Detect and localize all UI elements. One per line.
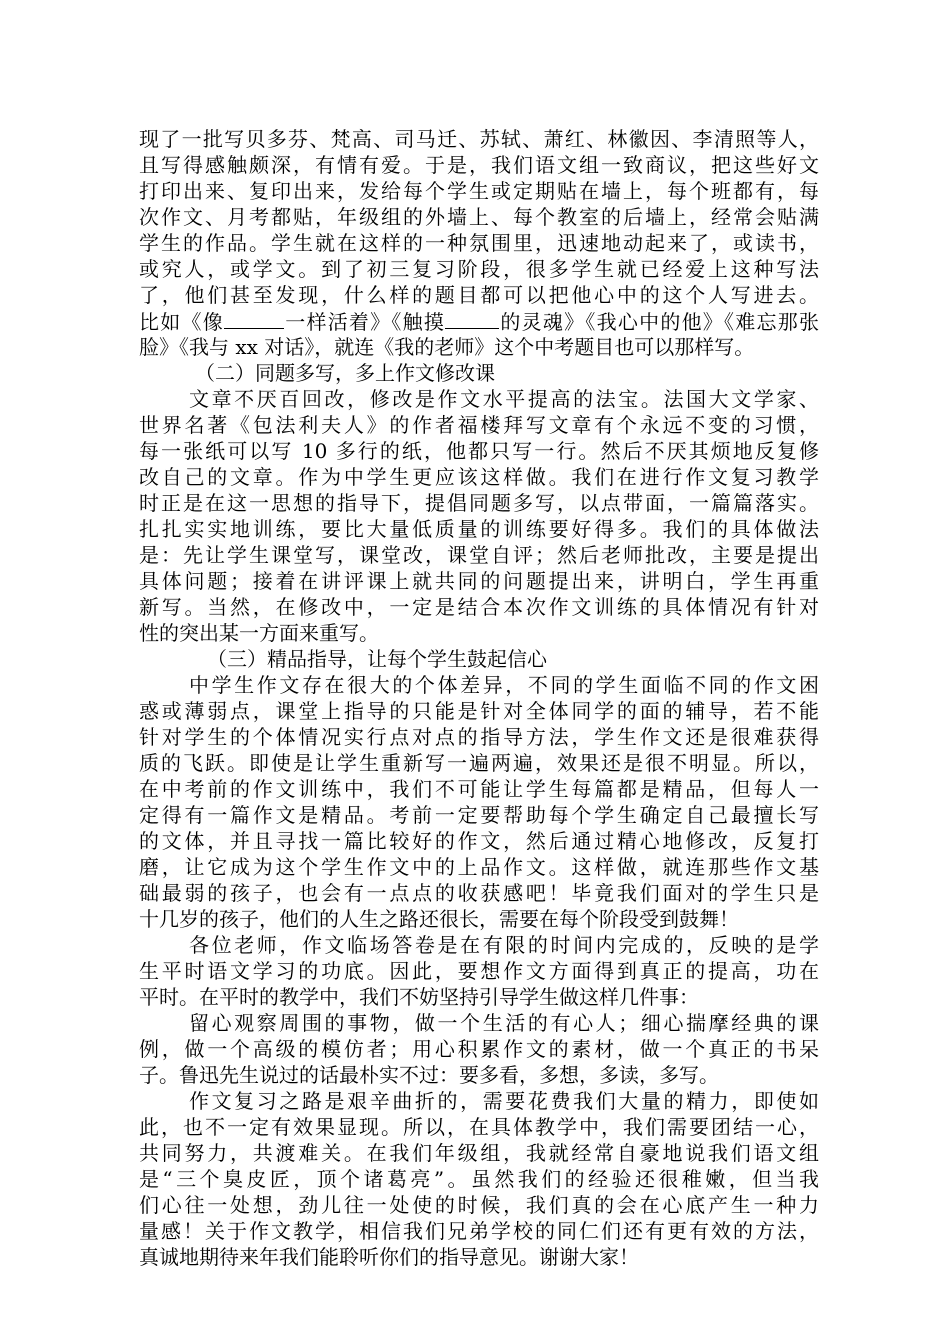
section-heading-3: （三）精品指导，让每个学生鼓起信心 xyxy=(207,647,547,671)
text-line: 定得有一篇作文是精品。考前一定要帮助每个学生确定自己最擅长写 xyxy=(139,803,819,827)
text-line: 扎扎实实地训练，要比大量低质量的训练要好得多。我们的具体做法 xyxy=(139,517,819,541)
text-line: 现了一批写贝多芬、梵高、司马迁、苏轼、萧红、林徽因、李清照等人， xyxy=(139,127,819,151)
text-line: 文章不厌百回改，修改是作文水平提高的法宝。法国大文学家、 xyxy=(189,387,819,411)
text-line: 是“三个臭皮匠，顶个诸葛亮”。虽然我们的经验还很稚嫩，但当我 xyxy=(139,1167,819,1191)
fill-blank xyxy=(224,308,284,329)
text-line: 留心观察周围的事物，做一个生活的有心人；细心揣摩经典的课 xyxy=(189,1011,819,1035)
text-line: 打印出来、复印出来，发给每个学生或定期贴在墙上，每个班都有，每 xyxy=(139,179,819,203)
text-line: 世界名著《包法利夫人》的作者福楼拜写文章有个永远不变的习惯， xyxy=(139,413,819,437)
text-line: 了，他们甚至发现，什么样的题目都可以把他心中的这个人写进去。 xyxy=(139,283,819,307)
text-line: 新写。当然，在修改中，一定是结合本次作文训练的具体情况有针对 xyxy=(139,595,819,619)
text-line: 共同努力，共渡难关。在我们年级组，我就经常自豪地说我们语文组 xyxy=(139,1141,819,1165)
text-line: 们心往一处想，劲儿往一处使的时候，我们真的会在心底产生一种力 xyxy=(139,1193,819,1217)
text-line: 时正是在这一思想的指导下，提倡同题多写，以点带面，一篇篇落实。 xyxy=(139,491,819,515)
paragraph-4 xyxy=(139,932,819,1010)
text-line: 量感！关于作文教学，相信我们兄弟学校的同仁们还有更有效的方法， xyxy=(139,1219,819,1243)
text-line: 或究人，或学文。到了初三复习阶段，很多学生就已经爱上这种写法 xyxy=(139,257,819,281)
text-line: 次作文、月考都贴，年级组的外墙上、每个教室的后墙上，经常会贴满 xyxy=(139,205,819,229)
section-heading-2: （二）同题多写，多上作文修改课 xyxy=(195,361,495,385)
paragraph-1 xyxy=(139,126,819,360)
text-line: 是：先让学生课堂写，课堂改，课堂自评；然后老师批改，主要是提出 xyxy=(139,543,819,567)
text-line: 础最弱的孩子，也会有一点点的收获感吧！毕竟我们面对的学生只是 xyxy=(139,881,819,905)
text-line: 针对学生的个体情况实行点对点的指导方法，学生作文还是很难获得 xyxy=(139,725,819,749)
text-line: 真诚地期待来年我们能聆听你们的指导意见。谢谢大家！ xyxy=(139,1245,639,1269)
text-line: 磨，让它成为这个学生作文中的上品作文。这样做，就连那些作文基 xyxy=(139,855,819,879)
text-line: 具体问题；接着在讲评课上就共同的问题提出来，讲明白，学生再重 xyxy=(139,569,819,593)
text-line: 十几岁的孩子，他们的人生之路还很长，需要在每个阶段受到鼓舞！ xyxy=(139,907,739,931)
text-line: 质的飞跃。即使是让学生重新写一遍两遍，效果还是很不明显。所以， xyxy=(139,751,819,775)
text-line: 惑或薄弱点，课堂上指导的只能是针对全体同学的面的辅导，若不能 xyxy=(139,699,819,723)
text-line: 脸》《我与 xx 对话》，就连《我的老师》这个中考题目也可以那样写。 xyxy=(139,335,755,359)
text-line: 的文体，并且寻找一篇比较好的作文，然后通过精心地修改，反复打 xyxy=(139,829,819,853)
text-line: 此，也不一定有效果显现。所以，在具体教学中，我们需要团结一心， xyxy=(139,1115,819,1139)
text-line: 子。鲁迅先生说过的话最朴实不过：要多看，多想，多读，多写。 xyxy=(139,1063,719,1087)
paragraph-5 xyxy=(139,1010,819,1088)
text-line: 生平时语文学习的功底。因此，要想作文方面得到真正的提高，功在 xyxy=(139,959,819,983)
text-line: 每一张纸可以写 10 多行的纸，他都只写一行。然后不厌其烦地反复修 xyxy=(139,439,819,463)
text-fragment: 一样活着》《触摸 xyxy=(283,310,446,334)
text-line: 学生的作品。学生就在这样的一种氛围里，迅速地动起来了，或读书， xyxy=(139,231,819,255)
text-line: 平时。在平时的教学中，我们不妨坚持引导学生做这样几件事： xyxy=(139,985,699,1009)
paragraph-3 xyxy=(139,672,819,932)
text-line: 且写得感触颇深，有情有爱。于是，我们语文组一致商议，把这些好文 xyxy=(139,153,819,177)
text-fragment: 比如《像 xyxy=(139,310,224,334)
text-line: 各位老师，作文临场答卷是在有限的时间内完成的，反映的是学 xyxy=(189,933,819,957)
text-line: 改自己的文章。作为中学生更应该这样做。我们在进行作文复习教学 xyxy=(139,465,819,489)
paragraph-2 xyxy=(139,386,819,646)
text-line: 中学生作文存在很大的个体差异，不同的学生面临不同的作文困 xyxy=(189,673,819,697)
text-line: 在中考前的作文训练中，我们不可能让学生每篇都是精品，但每人一 xyxy=(139,777,819,801)
text-line: 作文复习之路是艰辛曲折的，需要花费我们大量的精力，即使如 xyxy=(189,1089,819,1113)
paragraph-6 xyxy=(139,1088,819,1270)
fill-blank xyxy=(445,308,499,329)
document-page xyxy=(139,126,819,1270)
text-line: 例，做一个高级的模仿者；用心积累作文的素材，做一个真正的书呆 xyxy=(139,1037,819,1061)
text-line-with-blanks xyxy=(139,308,819,334)
text-fragment: 的灵魂》《我心中的他》《难忘那张 xyxy=(499,310,820,334)
text-line: 性的突出某一方面来重写。 xyxy=(139,621,379,645)
